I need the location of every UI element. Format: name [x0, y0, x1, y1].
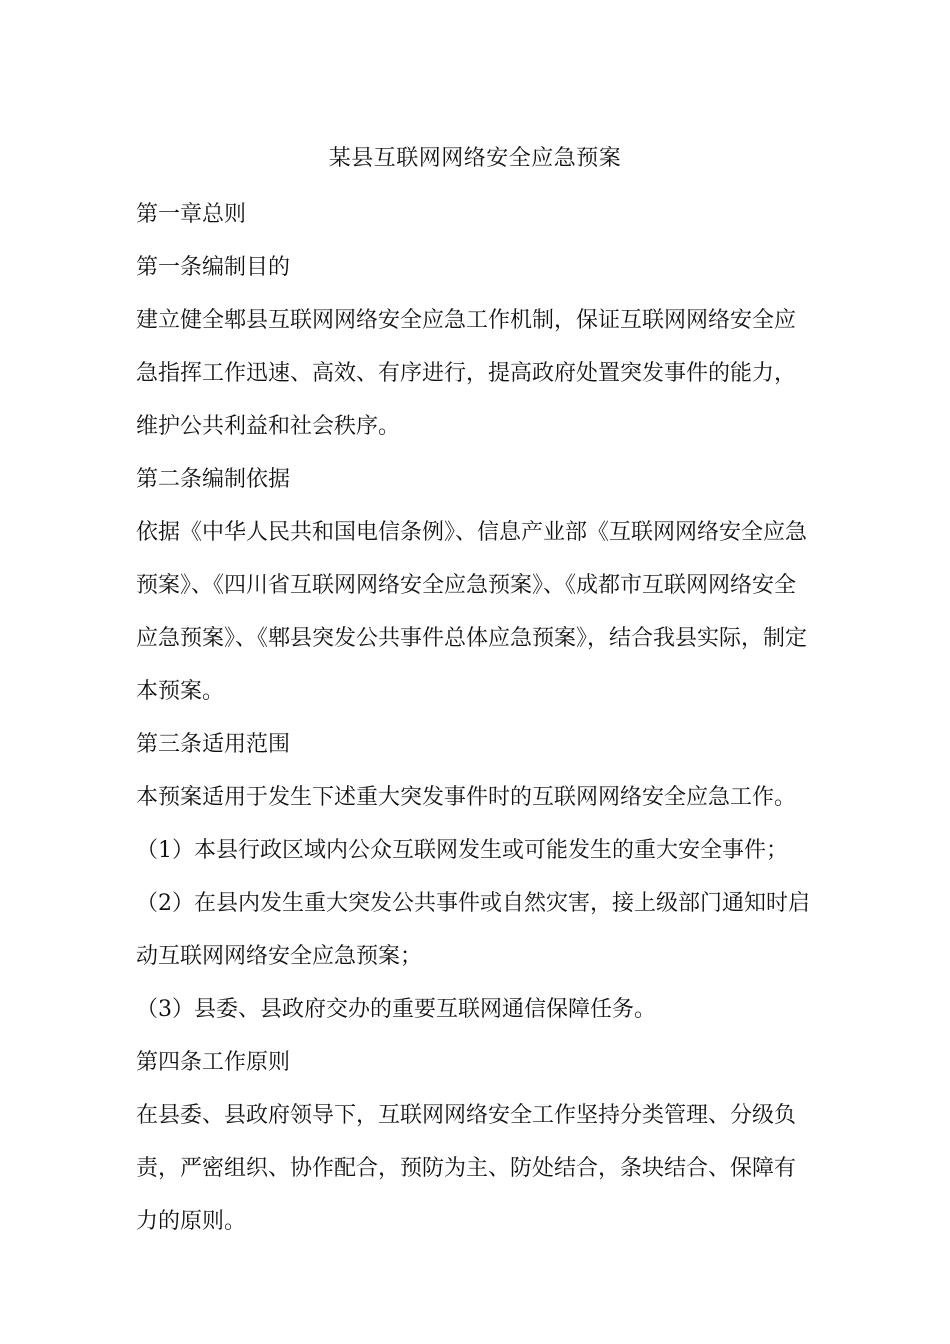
text-line: 力的原则。: [136, 1209, 247, 1234]
text-line: 预案》、《四川省互联网网络安全应急预案》、《成都市互联网网络安全: [136, 573, 797, 598]
text-line: 本预案。: [136, 679, 225, 704]
text-line: （3）县委、县政府交办的重要互联网通信保障任务。: [136, 997, 656, 1022]
text-line: 第二条编制依据: [136, 467, 291, 492]
text-line: 本预案适用于发生下述重大突发事件时的互联网网络安全应急工作。: [136, 785, 797, 810]
text-line: 依据《中华人民共和国电信条例》、信息产业部《互联网网络安全应急: [136, 520, 808, 545]
body-paragraph: [136, 824, 818, 877]
body-paragraph: [136, 877, 818, 983]
section-heading: [136, 188, 818, 241]
text-line: （2）在县内发生重大突发公共事件或自然灾害，接上级部门通知时启: [136, 891, 810, 916]
body-paragraph: [136, 294, 818, 453]
body-paragraph: [136, 1089, 818, 1248]
text-line: 维护公共利益和社会秩序。: [136, 414, 401, 439]
section-heading: [136, 453, 818, 506]
text-line: 急指挥工作迅速、高效、有序进行，提高政府处置突发事件的能力，: [136, 361, 797, 386]
section-heading: [136, 241, 818, 294]
document-body: [136, 188, 818, 1248]
text-line: 第一条编制目的: [136, 255, 291, 280]
body-paragraph: [136, 506, 818, 718]
text-line: 责，严密组织、协作配合，预防为主、防处结合，条块结合、保障有: [136, 1156, 797, 1181]
text-line: （1）本县行政区域内公众互联网发生或可能发生的重大安全事件；: [136, 838, 788, 863]
text-line: 第四条工作原则: [136, 1050, 291, 1075]
text-line: 应急预案》、《郫县突发公共事件总体应急预案》，结合我县实际，制定: [136, 626, 808, 651]
body-paragraph: [136, 771, 818, 824]
body-paragraph: [136, 983, 818, 1036]
section-heading: [136, 718, 818, 771]
section-heading: [136, 1036, 818, 1089]
text-line: 建立健全郫县互联网网络安全应急工作机制，保证互联网网络安全应: [136, 308, 797, 333]
text-line: 第三条适用范围: [136, 732, 291, 757]
text-line: 在县委、县政府领导下，互联网网络安全工作坚持分类管理、分级负: [136, 1103, 797, 1128]
text-line: 第一章总则: [136, 202, 247, 227]
document-title: 某县互联网网络安全应急预案: [328, 146, 622, 171]
text-line: 动互联网网络安全应急预案；: [136, 944, 423, 969]
